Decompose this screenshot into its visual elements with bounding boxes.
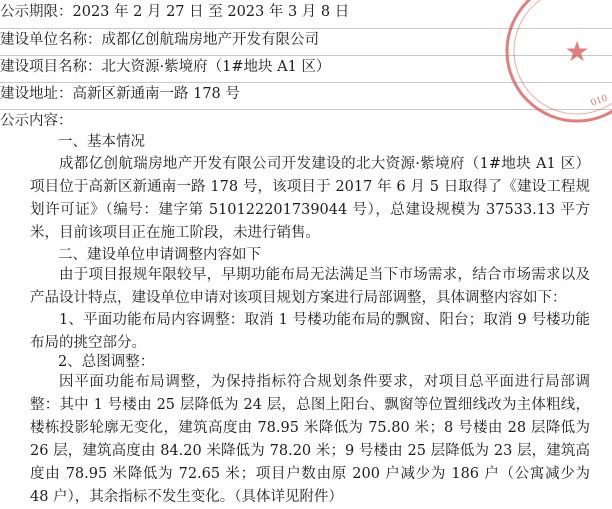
- section-2-body: 由于项目报规年限较早，早期功能布局无法满足当下市场需求，结合市场需求以及产品设计特点，建设单位申请对该项目规划方案进行局部调整，具体调整内容如下：: [30, 267, 590, 306]
- period-line: [0, 2, 349, 22]
- project-label: 建设项目名称：: [0, 59, 102, 75]
- item-1-plan-adjustment: 1、平面功能布局内容调整：取消 1 号楼功能布局的飘窗、阳台；取消 9 号楼功能布局的挑空部分。: [30, 312, 590, 351]
- item-2-title: 2、总图调整：: [58, 354, 155, 370]
- official-seal-stamp: [502, 0, 612, 126]
- section-1-body: 成都亿创航瑞房地产开发有限公司开发建设的北大资源·紫境府（1#地块 A1 区）项目位于高新区新通南一路 178 号，该项目于 2017 年 6 月 5 日取得了《建设工程规划许可证》（编号：建字第 510122201739044 号），总建设规模为 37533.13 平方米，目前该项目正在施工阶段，未进行销售。: [30, 156, 590, 241]
- project-value: 北大资源·紫境府（1#地块 A1 区）: [101, 59, 331, 75]
- period-label: 公示期限：: [0, 4, 73, 20]
- address-line: [0, 84, 240, 104]
- unit-line: [0, 30, 319, 50]
- content-label: 公示内容：: [0, 113, 73, 129]
- project-line: [0, 57, 330, 77]
- section-2-title: 二、建设单位申请调整内容如下: [58, 247, 261, 263]
- address-value: 高新区新通南一路 178 号: [72, 86, 240, 102]
- unit-label: 建设单位名称：: [0, 32, 102, 48]
- address-label: 建设地址：: [0, 86, 73, 102]
- seal-serial-digits: 010: [589, 93, 610, 109]
- item-2-body: 因平面功能布局调整，为保持指标符合规划条件要求，对项目总平面进行局部调整：其中 1 号楼由 25 层降低为 24 层，总图上阳台、飘窗等位置细线改为主体粗线，楼栋投影轮廓无变化，建筑高度由 78.95 米降低为 75.80 米；8 号楼由 28 层降低为 26 层，建筑高度由 84.20 米降低为 78.20 米；9 号楼由 25 层降低为 23 层，建筑高度由 78.95 米降低为 72.65 米；项目户数由原 200 户减少为 186 户（公寓减少为 48 户），其余指标不发生变化。（具体详见附件）: [30, 374, 590, 505]
- unit-value: 成都亿创航瑞房地产开发有限公司: [101, 32, 319, 48]
- section-1-title: 一、基本情况: [58, 134, 145, 150]
- period-value: 2023 年 2 月 27 日 至 2023 年 3 月 8 日: [72, 4, 350, 20]
- seal-star-icon: ★: [564, 35, 590, 68]
